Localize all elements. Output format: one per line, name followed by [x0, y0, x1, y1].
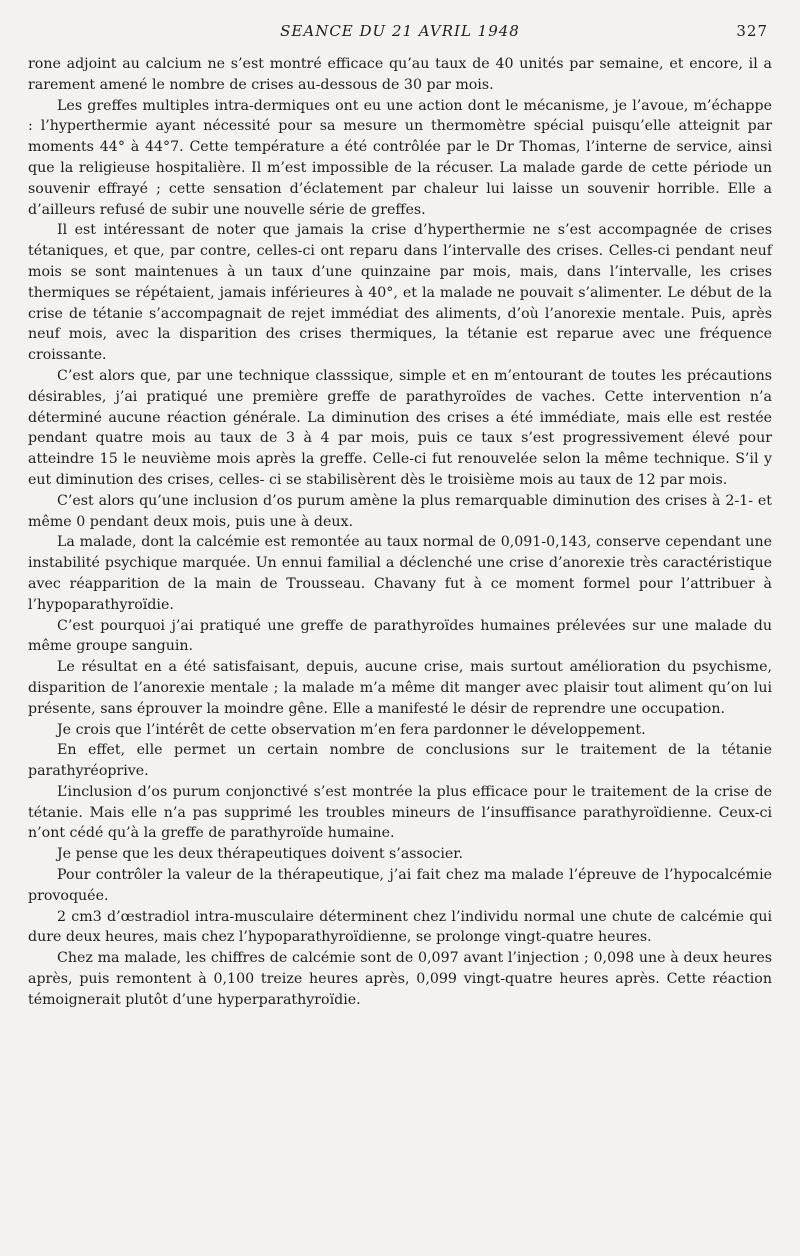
paragraph: Chez ma malade, les chiffres de calcémie sont de 0,097 avant l’injection ; 0,098 une à deux heures après, puis remontent à 0,100 treize heures après, 0,099 vingt-quatre heures après. Cette réaction témoignerait plutôt d’une hyperparathyroïdie.: [28, 950, 772, 1008]
header-title: SEANCE DU 21 AVRIL 1948: [280, 22, 520, 40]
paragraph: Il est intéressant de noter que jamais la crise d’hyperthermie ne s’est accompagnée de crises tétaniques, et que, par contre, celles-ci ont reparu dans l’intervalle des crises. Celles-ci pendant neuf mois se sont maintenues à un taux d’une quinzaine par mois, mais, dans l’intervalle, les crises thermiques se répétaient, jamais inférieures à 40°, et la malade ne pouvait s’alimenter. Le début de la crise de tétanie s’accompagnait de rejet immédiat des aliments, d’où l’anorexie mentale. Puis, après neuf mois, avec la disparition des crises thermiques, la tétanie est reparue avec une fréquence croissante.: [28, 222, 772, 364]
running-header: [28, 20, 772, 44]
paragraph: Pour contrôler la valeur de la thérapeutique, j’ai fait chez ma malade l’épreuve de l’hypocalcémie provoquée.: [28, 867, 772, 904]
paragraph: C’est alors qu’une inclusion d’os purum amène la plus remarquable diminution des crises à 2-1- et même 0 pendant deux mois, puis une à deux.: [28, 492, 772, 530]
paragraph: La malade, dont la calcémie est remontée au taux normal de 0,091-0,143, conserve cependant une instabilité psychique marquée. Un ennui familial a déclenché une crise d’anorexie très caractéristique avec réapparition de la main de Trousseau. Chavany fut à ce moment formel pour l’attribuer à l’hypoparathyroïdie.: [28, 534, 772, 613]
paragraph: L’inclusion d’os purum conjonctivé s’est montrée la plus efficace pour le traitement de la crise de tétanie. Mais elle n’a pas supprimé les troubles mineurs de l’insuffisance parathyroïdienne. Ceux-ci n’ont cédé qu’à la greffe de parathyroïde humaine.: [28, 783, 772, 842]
paragraph: C’est alors que, par une technique classsique, simple et en m’entourant de toutes les précautions désirables, j’ai pratiqué une première greffe de parathyroïdes de vaches. Cette intervention n’a déterminé aucune réaction générale. La diminution des crises a été immédiate, mais elle est restée pendant quatre mois au taux de 3 à 4 par mois, puis ce taux s’est progressivement élevé pour atteindre 15 le neuvième mois après la greffe. Celle-ci fut renouvelée selon la même technique. S’il y eut diminution des crises, celles- ci se stabilisèrent dès le troisième mois au taux de 12 par mois.: [28, 367, 772, 488]
paragraph: En effet, elle permet un certain nombre de conclusions sur le traitement de la tétanie parathyréoprive.: [28, 742, 772, 780]
paragraph: Je pense que les deux thérapeutiques doivent s’associer.: [57, 846, 463, 863]
paragraph: Le résultat en a été satisfaisant, depuis, aucune crise, mais surtout amélioration du psychisme, disparition de l’anorexie mentale ; la malade m’a même dit manger avec plaisir tout aliment qu’on lui présente, sans éprouver la moindre gêne. Elle a manifesté le désir de reprendre une occupation.: [28, 659, 772, 717]
paragraph: Je crois que l’intérêt de cette observation m’en fera pardonner le développement.: [57, 721, 646, 738]
body-text: [28, 54, 772, 1011]
paragraph: 2 cm3 d’œstradiol intra-musculaire déterminent chez l’individu normal une chute de calcémie qui dure deux heures, mais chez l’hypoparathyroïdienne, se prolonge vingt-quatre heures.: [28, 908, 772, 946]
paragraph: C’est pourquoi j’ai pratiqué une greffe de parathyroïdes humaines prélevées sur une malade du même groupe sanguin.: [28, 617, 772, 655]
page-number: 327: [736, 22, 768, 40]
paragraph: rone adjoint au calcium ne s’est montré efficace qu’au taux de 40 unités par semaine, et encore, il a rarement amené le nombre de crises au-dessous de 30 par mois.: [28, 56, 772, 93]
paragraph: Les greffes multiples intra-dermiques ont eu une action dont le mécanisme, je l’avoue, m’échappe : l’hyperthermie ayant nécessité pour sa mesure un thermomètre spécial puisqu’elle atteignit par moments 44° à 44°7. Cette température a été contrôlée par le Dr Thomas, l’interne de service, ainsi que la religieuse hospitalière. Il m’est impossible de la récuser. La malade garde de cette période un souvenir effrayé ; cette sensation d’éclatement par chaleur lui laisse un souvenir horrible. Elle a d’ailleurs refusé de subir une nouvelle série de greffes.: [28, 97, 772, 218]
